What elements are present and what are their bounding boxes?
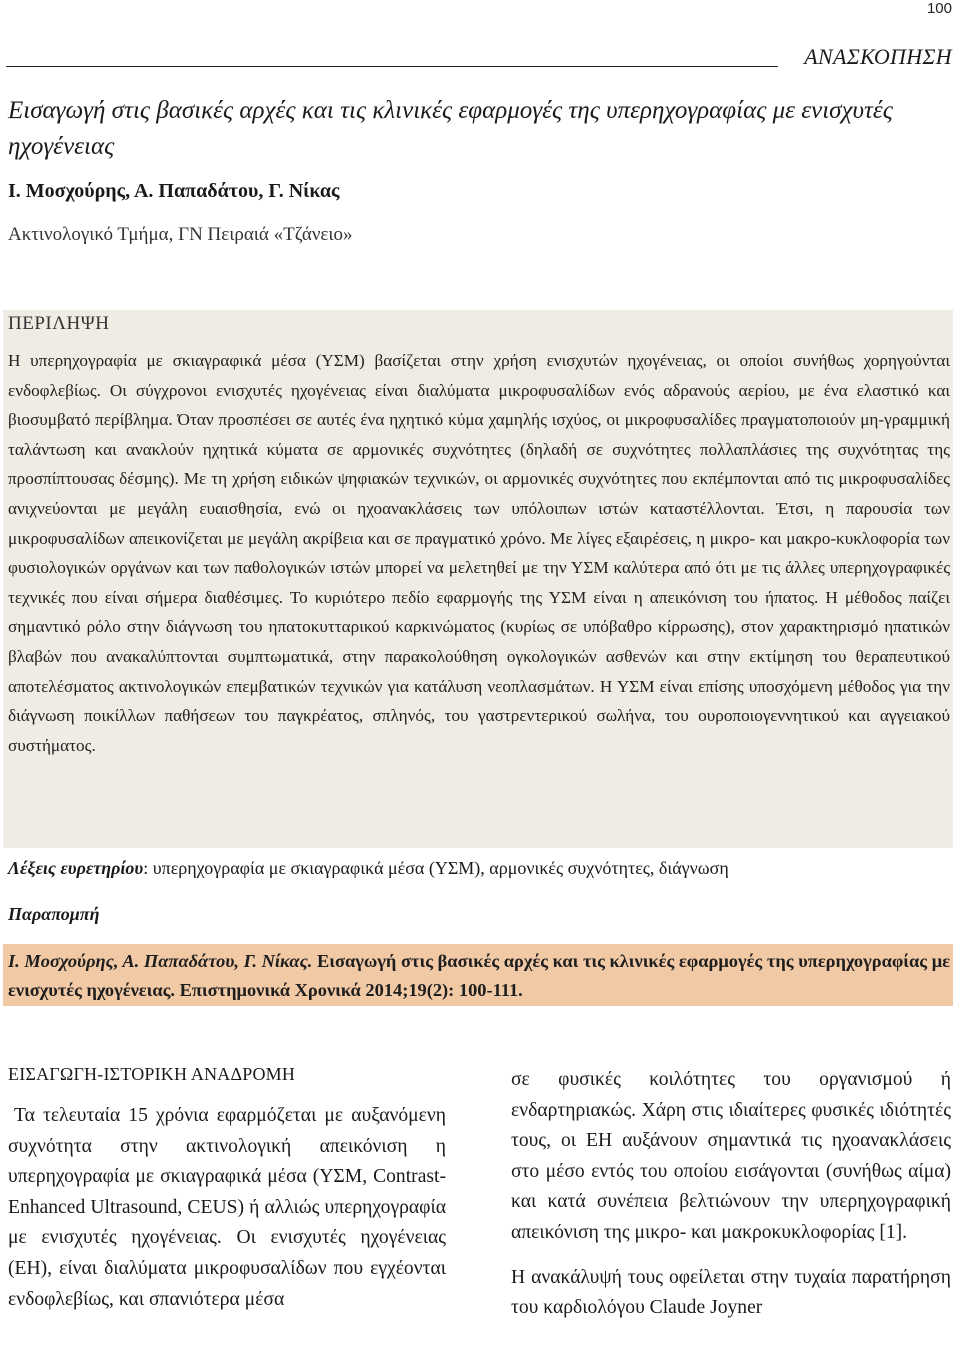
page-number: 100 [926,0,952,17]
citation-journal: Επιστημονικά Χρονικά 2014;19(2): 100-111. [174,980,523,1000]
intro-heading: ΕΙΣΑΓΩΓΗ-ΙΣΤΟΡΙΚΗ ΑΝΑΔΡΟΜΗ [8,1064,296,1084]
intro-paragraph-right-1: σε φυσικές κοιλότητες του οργανισμού ή ενδαρτηριακώς. Χάρη στις ιδιαίτερες φυσικές ιδιότητές τους, οι ΕΗ αυξάνουν σημαντικά τις ηχοανακλάσεις στο μέσο εντός του οποίου εισάγονται (συνήθως αίμα) και κατά συνέπεια βελτιώνουν την υπερηχογραφική απεικόνιση της μικρο- και μακροκυκλοφορίας [1]. [511,1069,951,1243]
article-affiliation: Ακτινολογικό Τμήμα, ΓΝ Πειραιά «Τζάνειο» [8,224,353,245]
keywords-text: υπερηχογραφία με σκιαγραφικά μέσα (ΥΣΜ), αρμονικές συχνότητες, διάγνωση [152,858,729,878]
keywords [8,858,950,879]
intro-paragraph-right-2: Η ανακάλυψή τους οφείλεται στην τυχαία παρατήρηση του καρδιολόγου Claude Joyner [511,1266,951,1319]
section-tag: ΑΝΑΣΚΟΠΗΣΗ [804,44,952,69]
keywords-label: Λέξεις ευρετηρίου [8,858,144,878]
keywords-separator: : [143,858,153,878]
citation-authors: Ι. Μοσχούρης, Α. Παπαδάτου, Γ. Νίκας. [8,951,313,971]
abstract-heading: ΠΕΡΙΛΗΨΗ [8,313,110,334]
intro-paragraph-left: Τα τελευταία 15 χρόνια εφαρμόζεται με αυξανόμενη συχνότητα στην ακτινολογική απεικόνιση η υπερηχογραφία με σκιαγραφικά μέσα (ΥΣΜ, Contrast-Enhanced Ultrasound, CEUS) ή αλλιώς υπερηχογραφία με ενισχυτές ηχογένειας. Οι ενισχυτές ηχογένειας (ΕΗ), είναι διαλύματα μικροφυσαλίδων που εγχέονται ενδοφλεβίως, και σπανιότερα μέσα [8,1105,446,1310]
article-authors: Ι. Μοσχούρης, Α. Παπαδάτου, Γ. Νίκας [8,180,340,202]
reference-heading: Παραπομπή [8,904,100,924]
abstract-text: Η υπερηχογραφία με σκιαγραφικά μέσα (ΥΣΜ) βασίζεται στην χρήση ενισχυτών ηχογένειας, οι οποίοι συνήθως χορηγούνται ενδοφλεβίως. Οι σύγχρονοι ενισχυτές ηχογένειας είναι διαλύματα μικροφυσαλίδων ενός αδρανούς αερίου, με ένα ελαστικό και βιοσυμβατό περίβλημα. Όταν προσπέσει σε αυτές ένα ηχητικό κύμα χαμηλής ισχύος, οι μικροφυσαλίδες πραγματοποιούν μη-γραμμική ταλάντωση και ανακλούν ηχητικά κύματα σε αρμονικές συχνότητες (δηλαδή σε συχνότητες πολλαπλάσιες της συχνότητας της προσπίπτουσας δέσμης). Με τη χρήση ειδικών ψηφιακών τεχνικών, οι αρμονικές συχνότητες που εκπέμπονται από τις μικροφυσαλίδες ανιχνεύονται με μεγάλη ευαισθησία, ενώ οι ηχοανακλάσεις των υπόλοιπων ιστών καταστέλλονται. Έτσι, η παρουσία των μικροφυσαλίδων απεικονίζεται με μεγάλη ακρίβεια και σε πραγματικό χρόνο. Με λίγες εξαιρέσεις, η μικρο- και μακρο-κυκλοφορία των φυσιολογικών οργάνων και των παθολογικών ιστών μπορεί να μελετηθεί με την ΥΣΜ καλύτερα από ότι με τις άλλες υπερηχογραφικές τεχνικές που είναι σήμερα διαθέσιμες. Το κυριότερο πεδίο εφαρμογής της ΥΣΜ είναι η απεικόνιση του ήπατος. Η μέθοδος παίζει σημαντικό ρόλο στην διάγνωση του ηπατοκυτταρικού καρκινώματος (κυρίως σε υπόβαθρο κίρρωσης), στον χαρακτηρισμό ηπατικών βλαβών που ανακαλύπτονται συμπτωματικά, στην παρακολούθηση ογκολογικών ασθενών και στην εκτίμηση του θεραπευτικού αποτελέσματος ακτινολογικών επεμβατικών τεχνικών για κατάλυση νεοπλασμάτων. Η ΥΣΜ είναι επίσης υποσχόμενη μέθοδος για την διάγνωση ποικίλλων παθήσεων του παγκρέατος, σπληνός, του γαστρεντερικού σωλήνα, του ουροποιογεννητικού και αγγειακού συστήματος. [8,351,950,755]
header-rule [6,66,778,67]
citation-title: Εισαγωγή στις βασικές αρχές και τις κλινικές εφαρμογές της υπερηχογραφίας με ενισχυτές ηχογένειας. [8,951,950,1000]
article-title: Εισαγωγή στις βασικές αρχές και τις κλινικές εφαρμογές της υπερηχογραφίας με ενισχυτές ηχογένειας [8,97,893,160]
intro-right-column [511,1065,951,1324]
citation [8,947,950,1005]
intro-left-column [8,1064,446,1315]
